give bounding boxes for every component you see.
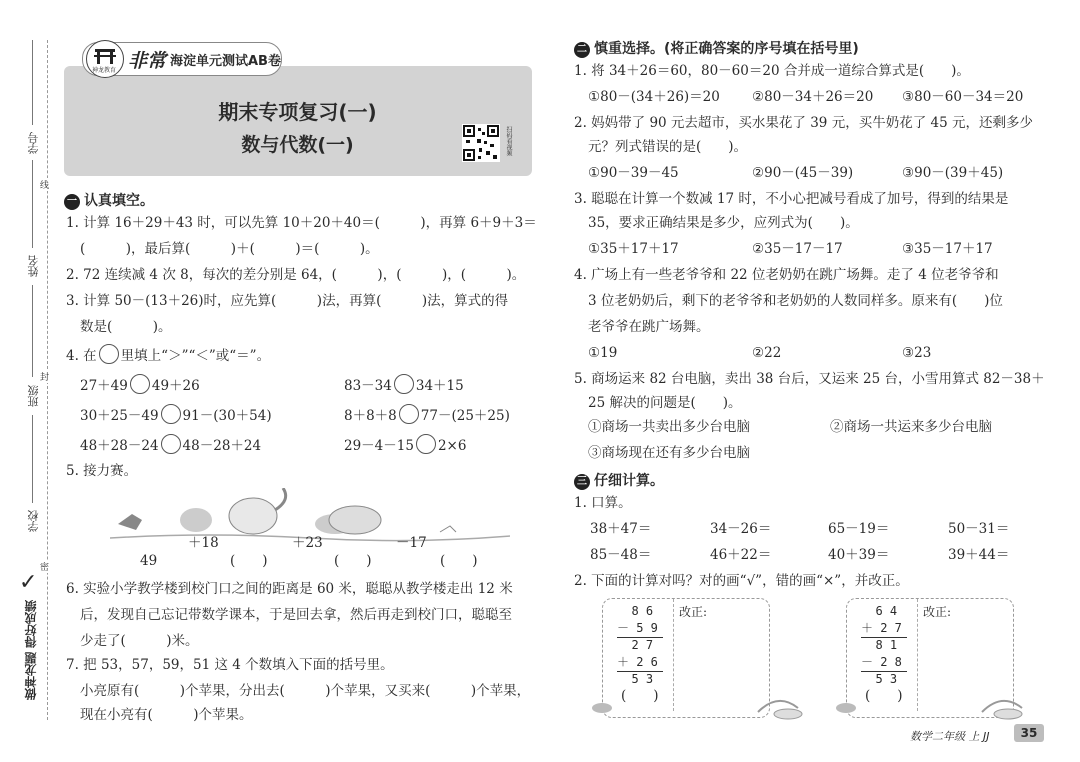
- relay-blank-3[interactable]: ( ): [440, 553, 478, 569]
- correction-label: 改正:: [923, 605, 952, 619]
- s2-q3-option-3: ③35－17＋17: [902, 241, 993, 257]
- relay-blank-1[interactable]: ( ): [230, 553, 268, 569]
- s3-q2: 2. 下面的计算对吗？对的画“√”，错的画“×”，并改正。: [574, 573, 909, 589]
- s2-q5-line-2: 25 解决的问题是( )。: [588, 395, 742, 411]
- compare-item: 27＋49 49＋26: [80, 374, 200, 395]
- qr-caption: 扫码看视频: [505, 126, 512, 156]
- s2-q3-line-2: 35，要求正确结果是多少，应列式为( )。: [588, 215, 859, 231]
- seal-mark-secret: 密: [40, 560, 49, 573]
- oral-item: 65－19＝: [828, 521, 890, 537]
- vertical-calc: 8 6 － 5 9 2 7 ＋ 2 6 5 3: [617, 604, 658, 686]
- compare-item: 48＋28－24 48－28＋24: [80, 434, 261, 455]
- label-class: 班级: [27, 385, 40, 407]
- section-2-heading: 二 慎重选择。(将正确答案的序号填在括号里): [574, 38, 859, 58]
- oral-item: 46＋22＝: [710, 547, 772, 563]
- page-title: 期末专项复习(一): [218, 100, 377, 124]
- compare-item: 83－34 34＋15: [344, 374, 464, 395]
- relay-op-1: ＋18: [188, 535, 219, 551]
- q6-line-1: 6. 实验小学教学楼到校门口之间的距离是 60 米，聪聪从教学楼走出 12 米: [66, 581, 513, 597]
- label-school: 学校: [27, 510, 40, 532]
- series-name: 海淀单元测试AB卷: [170, 54, 281, 69]
- q1-line-2: ( )，最后算( )＋( )＝( )。: [80, 241, 379, 257]
- brand-name: 非常: [128, 50, 167, 72]
- answer-circle[interactable]: [416, 434, 436, 454]
- s2-q4-option-1: ①19: [588, 345, 618, 361]
- s2-q4-line-3: 老爷爷在跳广场舞。: [588, 319, 710, 335]
- q6-line-2: 后，发现自己忘记带数学课本，于是回去拿，然后再走到校门口，聪聪至: [80, 607, 512, 623]
- oral-item: 85－48＝: [590, 547, 652, 563]
- q6-line-3: 少走了( )米。: [80, 633, 199, 649]
- s2-q5-line-1: 5. 商场运来 82 台电脑，卖出 38 台后，又运来 25 台，小雪用算式 82－38＋: [574, 371, 1045, 387]
- q4-instruction: 4. 在 里填上“＞”“＜”或“＝”。: [66, 344, 270, 365]
- s2-q1-option-3: ③80－60－34＝20: [902, 89, 1024, 105]
- vertical-calc: 6 4 ＋ 2 7 8 1 － 2 8 5 3: [861, 604, 902, 686]
- s2-q2-line-2: 元？列式错误的是( )。: [588, 139, 748, 155]
- footer-text: 数学二年级 上 JJ: [910, 730, 990, 743]
- answer-circle[interactable]: [130, 374, 150, 394]
- label-name: 姓名: [27, 255, 40, 277]
- check-mark-icon: ✓: [19, 570, 38, 595]
- compare-item: 8＋8＋8 77－(25＋25): [344, 404, 510, 425]
- q3-line-1: 3. 计算 50－(13＋26)时，应先算( )法，再算( )法，算式的得: [66, 293, 509, 309]
- s2-q3-option-2: ②35－17－17: [752, 241, 843, 257]
- section-1-heading: 一 认真填空。: [64, 190, 154, 210]
- s2-q3-line-1: 3. 聪聪在计算一个数减 17 时，不小心把减号看成了加号，得到的结果是: [574, 191, 1009, 207]
- s2-q4-line-1: 4. 广场上有一些老爷爷和 22 位老奶奶在跳广场舞。走了 4 位老爷爷和: [574, 267, 999, 283]
- seal-mark-line: 线: [40, 178, 49, 191]
- s2-q2-option-2: ②90－(45－39): [752, 165, 854, 181]
- q7-line-2: 小亮原有( )个苹果，分出去( )个苹果，又买来( )个苹果，: [80, 683, 531, 699]
- s2-q5-option-1: ①商场一共卖出多少台电脑: [588, 419, 750, 435]
- s3-q1: 1. 口算。: [574, 495, 632, 511]
- q5-line: 5. 接力赛。: [66, 463, 138, 479]
- section-3-heading: 三 仔细计算。: [574, 470, 664, 490]
- oral-item: 34－26＝: [710, 521, 772, 537]
- publisher-logo: 神龙教育: [86, 40, 124, 78]
- page-number: 35: [1014, 724, 1044, 742]
- s2-q4-option-3: ③23: [902, 345, 932, 361]
- slogan: 做神龙题 得好成绩: [24, 600, 38, 701]
- rocket-cloud-icon: [588, 694, 818, 720]
- compare-item: 30＋25－49 91－(30＋54): [80, 404, 272, 425]
- s2-q2-option-1: ①90－39－45: [588, 165, 679, 181]
- s2-q4-line-2: 3 位老奶奶后，剩下的老爷爷和老奶奶的人数同样多。原来有( )位: [588, 293, 1003, 309]
- s2-q2-option-3: ③90－(39＋45): [902, 165, 1004, 181]
- answer-circle[interactable]: [161, 404, 181, 424]
- s2-q2-line-1: 2. 妈妈带了 90 元去超市，买水果花了 39 元，买牛奶花了 45 元，还剩多少: [574, 115, 1033, 131]
- oral-item: 50－31＝: [948, 521, 1010, 537]
- correction-label: 改正:: [679, 605, 708, 619]
- relay-start: 49: [140, 553, 158, 569]
- seal-mark-seal: 封: [40, 370, 49, 383]
- relay-illustration: [110, 488, 510, 572]
- relay-op-3: －17: [396, 535, 427, 551]
- compare-item: 29－4－15 2×6: [344, 434, 466, 455]
- judgment-blank[interactable]: ( ): [621, 688, 659, 704]
- oral-item: 38＋47＝: [590, 521, 652, 537]
- rocket-cloud-icon: [832, 694, 1032, 720]
- s2-q1-option-2: ②80－34＋26＝20: [752, 89, 874, 105]
- s2-q1-option-1: ①80－(34＋26)＝20: [588, 89, 720, 105]
- page-subtitle: 数与代数(一): [241, 134, 354, 156]
- label-student-id: 学号: [27, 132, 40, 154]
- q3-line-2: 数是( )。: [80, 319, 172, 335]
- blank-circle-icon: [99, 344, 119, 364]
- q2-line: 2. 72 连续减 4 次 8，每次的差分别是 64，( )，( )，( )。: [66, 267, 526, 283]
- q1-line-1: 1. 计算 16＋29＋43 时，可以先算 10＋20＋40＝( )，再算 6＋9＋3＝: [66, 215, 537, 231]
- relay-op-2: ＋23: [292, 535, 323, 551]
- judgment-blank[interactable]: ( ): [865, 688, 903, 704]
- q7-line-1: 7. 把 53，57，59，51 这 4 个数填入下面的括号里。: [66, 657, 394, 673]
- answer-circle[interactable]: [399, 404, 419, 424]
- q7-line-3: 现在小亮有( )个苹果。: [80, 707, 253, 723]
- s2-q3-option-1: ①35＋17＋17: [588, 241, 679, 257]
- s2-q5-option-2: ②商场一共运来多少台电脑: [830, 419, 992, 435]
- oral-item: 39＋44＝: [948, 547, 1010, 563]
- answer-circle[interactable]: [161, 434, 181, 454]
- relay-blank-2[interactable]: ( ): [334, 553, 372, 569]
- answer-circle[interactable]: [394, 374, 414, 394]
- qr-code-icon[interactable]: [462, 124, 500, 162]
- s2-q1: 1. 将 34＋26＝60，80－60＝20 合并成一道综合算式是( )。: [574, 63, 970, 79]
- s2-q5-option-3: ③商场现在还有多少台电脑: [588, 445, 750, 461]
- oral-item: 40＋39＝: [828, 547, 890, 563]
- s2-q4-option-2: ②22: [752, 345, 782, 361]
